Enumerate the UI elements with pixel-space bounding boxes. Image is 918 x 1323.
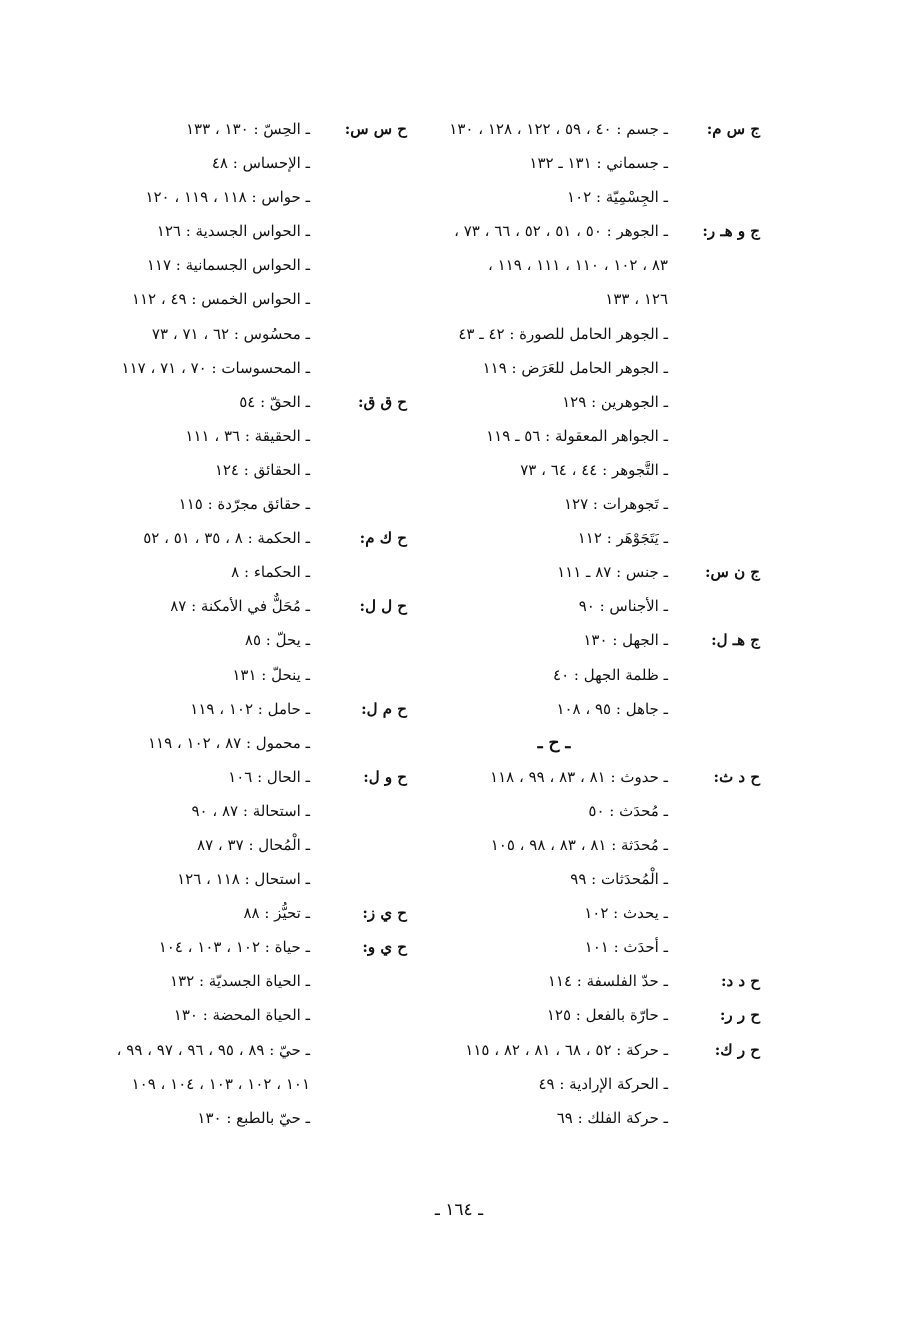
- index-entry: ـ جاهل : ٩٥ ، ١٠٨: [556, 699, 668, 718]
- index-entry: ـ الحقائق : ١٢٤: [214, 460, 310, 479]
- index-entry: ـ الجوهر الحامل للعَرَض : ١١٩: [482, 358, 668, 377]
- root-letters: ح ك م:: [359, 529, 407, 548]
- root-letters: ج س م:: [706, 120, 760, 138]
- index-row: [95, 1067, 415, 1101]
- index-row: [440, 658, 760, 692]
- root-letters: ح و ل:: [363, 767, 407, 786]
- index-row: [440, 555, 760, 589]
- index-entry: ـ الأجناس : ٩٠: [578, 597, 668, 616]
- index-entry: ٨٣ ، ١٠٢ ، ١١٠ ، ١١١ ، ١١٩ ،: [488, 256, 668, 275]
- index-row: [95, 760, 415, 794]
- index-row: [440, 930, 760, 964]
- index-row: [440, 180, 760, 214]
- index-entry: ـ الجهل : ١٣٠: [583, 631, 668, 650]
- index-row: [95, 964, 415, 998]
- index-row: [440, 692, 760, 726]
- index-row: [95, 419, 415, 453]
- index-row: [95, 453, 415, 487]
- index-row: [95, 726, 415, 760]
- index-entry: ـ مُحدَث : ٥٠: [588, 801, 668, 820]
- index-entry: ـ الجِسْمِيّة : ١٠٢: [567, 188, 668, 207]
- index-row: [440, 623, 760, 657]
- index-row: [440, 896, 760, 930]
- index-row: [95, 896, 415, 930]
- index-entry: ـ مُحدَثة : ٨١ ، ٨٣ ، ٩٨ ، ١٠٥: [490, 835, 668, 854]
- index-row: [95, 317, 415, 351]
- index-row: [440, 385, 760, 419]
- index-entry: ـ الحال : ١٠٦: [228, 767, 310, 786]
- index-row: [95, 623, 415, 657]
- index-entry: ـ الإحساس : ٤٨: [211, 154, 310, 173]
- root-letters: ج ن س:: [705, 563, 760, 582]
- index-row: [440, 487, 760, 521]
- index-row: [440, 146, 760, 180]
- index-entry: ـ الحِسّ : ١٣٠ ، ١٣٣: [185, 120, 310, 138]
- index-row: [440, 419, 760, 453]
- index-entry: ـ الحياة الجسديّة : ١٣٢: [170, 972, 310, 991]
- index-entry: ـ تَجوهرات : ١٢٧: [563, 495, 668, 514]
- index-entry: ـ حدّ الفلسفة : ١١٤: [547, 972, 668, 991]
- index-row: [440, 794, 760, 828]
- index-row: [440, 282, 760, 316]
- index-entry: ـ المحسوسات : ٧٠ ، ٧١ ، ١١٧: [121, 358, 310, 377]
- root-letters: ح م ل:: [361, 699, 407, 718]
- index-row: [440, 998, 760, 1032]
- index-entry: ـ يحلّ : ٨٥: [244, 631, 310, 650]
- index-row: [95, 487, 415, 521]
- index-entry: ـ ينحلّ : ١٣١: [232, 665, 310, 684]
- index-entry: ـ الحركة الإرادية : ٤٩: [538, 1074, 668, 1093]
- index-entry: ـ الجوهر الحامل للصورة : ٤٢ ـ ٤٣: [458, 324, 668, 343]
- index-entry: ـ يحدث : ١٠٢: [584, 904, 668, 923]
- index-entry: ـ الحقّ : ٥٤: [239, 392, 310, 411]
- index-row: [440, 351, 760, 385]
- index-entry: ـ مُحَلٌّ في الأمكنة : ٨٧: [170, 597, 310, 616]
- index-row: [95, 351, 415, 385]
- index-entry: ـ التَّجوهر : ٤٤ ، ٦٤ ، ٧٣: [520, 460, 668, 479]
- index-row: [95, 521, 415, 555]
- index-entry: ـ حامل : ١٠٢ ، ١١٩: [190, 699, 310, 718]
- index-row: [95, 385, 415, 419]
- index-entry: ـ أحدَث : ١٠١: [584, 938, 668, 957]
- index-row: [95, 214, 415, 248]
- index-row: [440, 1067, 760, 1101]
- index-entry: ـ الجوهر : ٥٠ ، ٥١ ، ٥٢ ، ٦٦ ، ٧٣ ،: [454, 222, 668, 241]
- root-letters: ح ل ل:: [359, 597, 407, 616]
- index-row: [440, 1101, 760, 1135]
- index-column-left: [95, 112, 415, 1135]
- index-entry: ـ محمول : ٨٧ ، ١٠٢ ، ١١٩: [147, 733, 310, 752]
- index-entry: ـ الجواهر المعقولة : ٥٦ ـ ١١٩: [486, 426, 668, 445]
- index-row: [95, 794, 415, 828]
- index-entry: ـ حركة الفلك : ٦٩: [556, 1108, 668, 1127]
- index-row: [95, 112, 415, 146]
- index-entry: ـ استحالة : ٨٧ ، ٩٠: [191, 801, 310, 820]
- index-row: [95, 180, 415, 214]
- index-row: [95, 282, 415, 316]
- index-row: [95, 589, 415, 623]
- index-entry: ـ الْمُحدَثات : ٩٩: [570, 870, 668, 889]
- section-letter: ـ ح ـ: [537, 732, 571, 753]
- index-row: [95, 658, 415, 692]
- index-entry: ـ حدوث : ٨١ ، ٨٣ ، ٩٩ ، ١١٨: [490, 767, 668, 786]
- index-entry: ـ حياة : ١٠٢ ، ١٠٣ ، ١٠٤: [158, 938, 310, 957]
- index-entry: ـ جسماني : ١٣١ ـ ١٣٢: [529, 154, 668, 173]
- index-row: [440, 1033, 760, 1067]
- index-row: [95, 862, 415, 896]
- index-row: [440, 453, 760, 487]
- index-column-right: [440, 112, 760, 1135]
- index-row: [440, 248, 760, 282]
- index-entry: ـ الحكماء : ٨: [231, 563, 310, 582]
- index-entry: ـ محسُوس : ٦٢ ، ٧١ ، ٧٣: [151, 324, 310, 343]
- index-row: [95, 828, 415, 862]
- index-row: [95, 998, 415, 1032]
- index-row: [440, 760, 760, 794]
- page-number: ـ ١٦٤ ـ: [434, 1200, 484, 1220]
- index-entry: ـ تحيُّز : ٨٨: [243, 904, 310, 923]
- index-row: [95, 1101, 415, 1135]
- index-row: [440, 964, 760, 998]
- index-entry: ـ حيّ بالطبع : ١٣٠: [197, 1108, 310, 1127]
- index-row: [440, 214, 760, 248]
- index-entry: ـ حارّة بالفعل : ١٢٥: [546, 1006, 668, 1025]
- root-letters: ح ر ر:: [719, 1006, 760, 1025]
- index-row: [95, 930, 415, 964]
- index-entry: ـ يَتَجَوْهَر : ١١٢: [577, 529, 668, 548]
- index-entry: ـ الحقيقة : ٣٦ ، ١١١: [185, 426, 310, 445]
- index-entry: ـ الحواس الخمس : ٤٩ ، ١١٢: [131, 290, 310, 309]
- root-letters: ح د ث:: [713, 767, 760, 786]
- root-letters: ج هـ ل:: [711, 631, 760, 650]
- root-letters: ج و هـ ر:: [702, 222, 760, 241]
- index-row: [95, 248, 415, 282]
- index-row: [95, 555, 415, 589]
- index-entry: ١٢٦ ، ١٣٣: [605, 290, 668, 309]
- index-entry: ـ جسم : ٤٠ ، ٥٩ ، ١٢٢ ، ١٢٨ ، ١٣٠: [449, 120, 668, 138]
- index-entry: ـ الحياة المحضة : ١٣٠: [173, 1006, 310, 1025]
- index-entry: ـ الحكمة : ٨ ، ٣٥ ، ٥١ ، ٥٢: [143, 529, 310, 548]
- index-entry: ـ ظلمة الجهل : ٤٠: [553, 665, 668, 684]
- index-entry: ـ جنس : ٨٧ ـ ١١١: [557, 563, 668, 582]
- root-letters: ح ي و:: [362, 938, 407, 957]
- index-entry: ـ استحال : ١١٨ ، ١٢٦: [177, 870, 310, 889]
- root-letters: ح د د:: [720, 972, 760, 991]
- root-letters: ح ر ك:: [714, 1040, 760, 1059]
- index-entry: ـ حقائق مجرّدة : ١١٥: [178, 495, 310, 514]
- index-entry: ـ حيّ : ٨٩ ، ٩٥ ، ٩٦ ، ٩٧ ، ٩٩ ،: [116, 1040, 310, 1059]
- root-letters: ح س س:: [344, 120, 407, 138]
- index-row: [95, 1033, 415, 1067]
- index-row: [440, 589, 760, 623]
- index-row: [440, 828, 760, 862]
- index-row: [440, 862, 760, 896]
- index-entry: ـ الْمُحال : ٣٧ ، ٨٧: [197, 835, 310, 854]
- index-row: [95, 692, 415, 726]
- index-entry: ـ الحواس الجسمانية : ١١٧: [146, 256, 310, 275]
- root-letters: ح ي ز:: [362, 904, 407, 923]
- index-entry: ـ الجوهرين : ١٢٩: [562, 392, 668, 411]
- index-entry: ـ حواس : ١١٨ ، ١١٩ ، ١٢٠: [145, 188, 310, 207]
- index-row: [95, 146, 415, 180]
- index-row: [440, 521, 760, 555]
- index-entry: ـ حركة : ٥٢ ، ٦٨ ، ٨١ ، ٨٢ ، ١١٥: [465, 1040, 668, 1059]
- root-letters: ح ق ق:: [358, 392, 407, 411]
- index-entry: ـ الحواس الجسدية : ١٢٦: [156, 222, 310, 241]
- index-row: [440, 317, 760, 351]
- index-row: [440, 112, 760, 146]
- index-entry: ١٠١ ، ١٠٢ ، ١٠٣ ، ١٠٤ ، ١٠٩: [131, 1074, 310, 1093]
